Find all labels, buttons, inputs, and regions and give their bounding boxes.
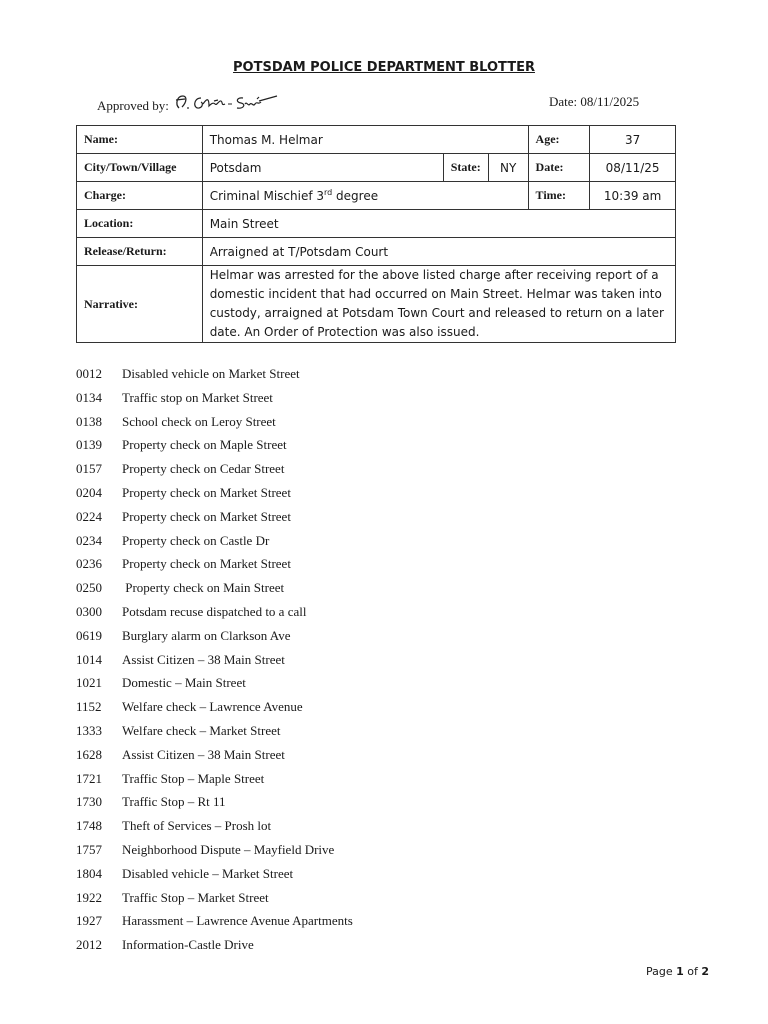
- log-text: Traffic Stop – Rt 11: [122, 794, 226, 810]
- log-time: 0250: [76, 580, 102, 596]
- log-time: 1927: [76, 913, 102, 929]
- location-label: Location:: [77, 210, 203, 238]
- log-entry: [76, 362, 353, 386]
- log-entry: [76, 933, 353, 957]
- date-value: 08/11/25: [590, 154, 676, 182]
- log-entry: [76, 529, 353, 553]
- log-time: 0619: [76, 627, 102, 643]
- log-time: 0300: [76, 603, 102, 619]
- log-entry: [76, 457, 353, 481]
- log-time: 1014: [76, 651, 102, 667]
- approval-line: [97, 92, 281, 114]
- log-entry: [76, 814, 353, 838]
- log-entry: [76, 743, 353, 767]
- location-row: [77, 210, 676, 238]
- location-value: Main Street: [202, 210, 675, 238]
- log-text: Harassment – Lawrence Avenue Apartments: [122, 913, 353, 929]
- activity-log: [76, 362, 353, 957]
- date-label: Date:: [528, 154, 590, 182]
- state-value: NY: [488, 154, 528, 182]
- log-time: 0012: [76, 366, 102, 381]
- approved-label: Approved by:: [97, 98, 169, 113]
- signature: [173, 92, 281, 114]
- log-entry: [76, 719, 353, 743]
- log-time: 1804: [76, 865, 102, 881]
- log-time: 0138: [76, 413, 102, 429]
- age-value: 37: [590, 126, 676, 154]
- log-text: Property check on Main Street: [122, 580, 285, 596]
- log-text: Welfare check – Lawrence Avenue: [122, 699, 303, 715]
- log-time: 0234: [76, 532, 102, 548]
- log-entry: [76, 671, 353, 695]
- log-entry: [76, 600, 353, 624]
- log-text: Traffic stop on Market Street: [122, 389, 273, 405]
- log-text: Property check on Castle Dr: [122, 532, 270, 548]
- log-time: 0134: [76, 389, 102, 405]
- log-entry: [76, 790, 353, 814]
- log-text: Theft of Services – Prosh lot: [122, 818, 272, 834]
- log-time: 1021: [76, 675, 102, 691]
- log-text: Property check on Cedar Street: [122, 461, 285, 477]
- log-time: 1721: [76, 770, 102, 786]
- narrative-line: date. An Order of Protection was also issued.: [209, 325, 480, 339]
- log-time: 0224: [76, 508, 102, 524]
- time-value: 10:39 am: [590, 182, 676, 210]
- narrative-line: custody, arraigned at Potsdam Town Court and released to return on a later: [209, 306, 664, 320]
- log-text: Property check on Market Street: [122, 484, 291, 500]
- log-text: Information-Castle Drive: [122, 937, 254, 953]
- log-entry: [76, 552, 353, 576]
- name-label: Name:: [77, 126, 203, 154]
- log-text: Property check on Maple Street: [122, 437, 287, 453]
- city-value: Potsdam: [202, 154, 443, 182]
- log-time: 1748: [76, 818, 102, 834]
- release-label: Release/Return:: [77, 238, 203, 266]
- name-row: [77, 126, 676, 154]
- narrative-row: [77, 266, 676, 343]
- log-text: Potsdam recuse dispatched to a call: [122, 603, 307, 619]
- log-text: Disabled vehicle – Market Street: [122, 865, 294, 881]
- log-entry: [76, 648, 353, 672]
- log-text: Welfare check – Market Street: [122, 722, 281, 738]
- log-text: Assist Citizen – 38 Main Street: [122, 651, 285, 667]
- log-time: 1333: [76, 722, 102, 738]
- arrest-record-table: [76, 125, 676, 343]
- log-text: School check on Leroy Street: [122, 413, 276, 429]
- release-row: [77, 238, 676, 266]
- log-entry: [76, 886, 353, 910]
- charge-value: Criminal Mischief 3rd degree: [202, 182, 528, 210]
- log-entry: [76, 481, 353, 505]
- log-entry: [76, 576, 353, 600]
- log-entry: [76, 862, 353, 886]
- log-entry: [76, 909, 353, 933]
- release-value: Arraigned at T/Potsdam Court: [202, 238, 675, 266]
- log-text: Assist Citizen – 38 Main Street: [122, 746, 285, 762]
- name-value: Thomas M. Helmar: [202, 126, 528, 154]
- page-title: POTSDAM POLICE DEPARTMENT BLOTTER: [233, 60, 535, 75]
- log-entry: [76, 410, 353, 434]
- time-label: Time:: [528, 182, 590, 210]
- log-time: 0139: [76, 437, 102, 453]
- city-label: City/Town/Village: [77, 154, 203, 182]
- log-time: 1922: [76, 889, 102, 905]
- log-time: 0236: [76, 556, 102, 572]
- log-entry: [76, 433, 353, 457]
- log-entry: [76, 505, 353, 529]
- log-time: 1757: [76, 841, 102, 857]
- log-text: Property check on Market Street: [122, 556, 291, 572]
- narrative-line: domestic incident that had occurred on Main Street. Helmar was taken into: [209, 287, 662, 301]
- narrative-label: Narrative:: [77, 266, 203, 343]
- city-row: [77, 154, 676, 182]
- log-entry: [76, 695, 353, 719]
- log-time: 0157: [76, 461, 102, 477]
- charge-row: [77, 182, 676, 210]
- log-text: Traffic Stop – Market Street: [122, 889, 269, 905]
- narrative-value: [202, 266, 675, 343]
- log-text: Disabled vehicle on Market Street: [122, 366, 300, 381]
- log-text: Burglary alarm on Clarkson Ave: [122, 627, 291, 643]
- log-text: Property check on Market Street: [122, 508, 291, 524]
- log-time: 1152: [76, 699, 102, 715]
- log-time: 2012: [76, 937, 102, 953]
- log-time: 1628: [76, 746, 102, 762]
- log-text: Neighborhood Dispute – Mayfield Drive: [122, 841, 335, 857]
- narrative-line: Helmar was arrested for the above listed charge after receiving report of a: [209, 268, 659, 282]
- age-label: Age:: [528, 126, 590, 154]
- charge-label: Charge:: [77, 182, 203, 210]
- log-text: Traffic Stop – Maple Street: [122, 770, 265, 786]
- log-entry: [76, 386, 353, 410]
- log-time: 0204: [76, 484, 102, 500]
- log-text: Domestic – Main Street: [122, 675, 246, 691]
- report-date: Date: 08/11/2025: [549, 94, 640, 109]
- log-entry: [76, 624, 353, 648]
- log-entry: [76, 838, 353, 862]
- state-label: State:: [443, 154, 488, 182]
- log-entry: [76, 767, 353, 791]
- page-number: Page 1 of 2: [646, 965, 710, 978]
- log-time: 1730: [76, 794, 102, 810]
